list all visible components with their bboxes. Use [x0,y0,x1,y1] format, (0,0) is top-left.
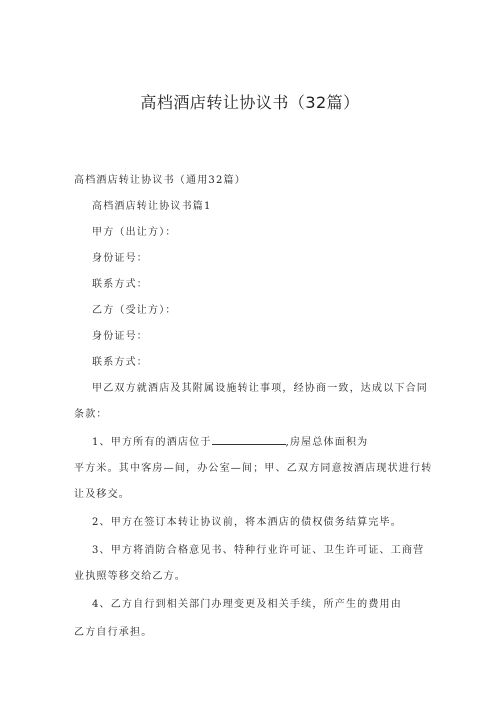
party-a-contact-label: 联系方式： [92,279,148,290]
section-heading: 高档酒店转让协议书篇1 [92,201,212,212]
intro-paragraph-line: 甲乙双方就酒店及其附属设施转让事项，经协商一致，达成以下合同 [92,383,428,394]
clause-4-line: 乙方自行承担。 [74,627,153,638]
document-subtitle: 高档酒店转让协议书（通用32篇） [74,175,246,186]
clause-3-line: 业执照等移交给乙方。 [74,571,186,582]
clause-1-text: 1、甲方所有的酒店位于 [92,437,212,448]
party-b-contact-label: 联系方式： [92,357,148,368]
clause-1-text: ,房屋总体面积为 [285,437,369,448]
party-a-id-label: 身份证号： [92,253,148,264]
intro-paragraph-line: 条款： [74,409,108,420]
address-blank-line [212,435,286,445]
clause-2-line: 2、甲方在签订本转让协议前，将本酒店的债权债务结算完毕。 [92,517,402,528]
party-b-id-label: 身份证号： [92,331,148,342]
clause-1-line: 平方米。其中客房—间，办公室—间；甲、乙双方同意按酒店现状进行转 [74,463,433,474]
party-a-label: 甲方（出让方）： [92,227,177,238]
party-b-label: 乙方（受让方）： [92,305,177,316]
page-title: 高档酒店转让协议书（32篇） [140,93,360,112]
clause-1-line: 让及移交。 [74,489,130,500]
clause-4-line: 4、乙方自行到相关部门办理变更及相关手续，所产生的费用由 [92,599,402,610]
clause-1-line [92,433,368,448]
clause-3-line: 3、甲方将消防合格意见书、特种行业许可证、卫生许可证、工商营 [92,545,425,556]
